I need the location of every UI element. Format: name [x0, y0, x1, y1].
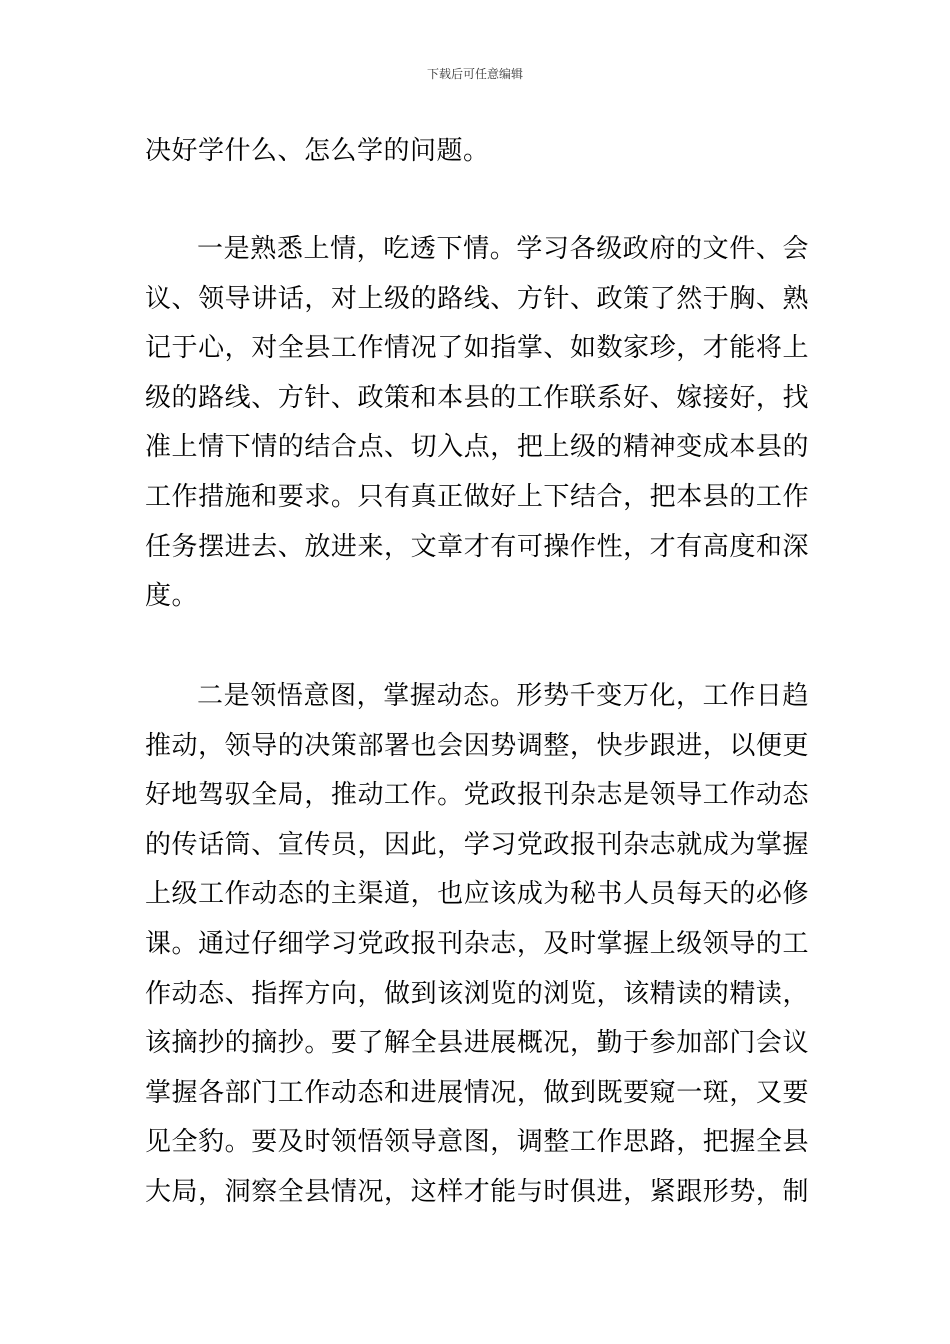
text-line: 上级工作动态的主渠道，也应该成为秘书人员每天的必修 — [145, 879, 809, 910]
text-line: 掌握各部门工作动态和进展情况，做到既要窥一斑，又要 — [145, 1077, 809, 1108]
paragraph-familiarize — [145, 225, 809, 622]
text-line: 任务摆进去、放进来，文章才有可操作性，才有高度和深 — [145, 531, 809, 562]
page-header: 下载后可任意编辑 — [426, 67, 523, 81]
text-line: 见全豹。要及时领悟领导意图，调整工作思路，把握全县 — [145, 1127, 809, 1158]
text-line: 二是领悟意图，掌握动态。形势千变万化，工作日趋 — [197, 681, 809, 711]
text-line: 大局，洞察全县情况，这样才能与时俱进，紧跟形势，制 — [145, 1176, 809, 1207]
text-line: 议、领导讲话，对上级的路线、方针、政策了然于胸、熟 — [145, 283, 809, 314]
text-line: 一是熟悉上情，吃透下情。学习各级政府的文件、会 — [197, 234, 809, 264]
paragraph-understand — [145, 672, 809, 1218]
text-line: 记于心，对全县工作情况了如指掌、如数家珍，才能将上 — [145, 333, 809, 364]
text-line: 工作措施和要求。只有真正做好上下结合，把本县的工作 — [145, 481, 809, 512]
text-line: 课。通过仔细学习党政报刊杂志，及时掌握上级领导的工 — [145, 928, 809, 959]
text-line: 的传话筒、宣传员，因此，学习党政报刊杂志就成为掌握 — [145, 829, 809, 860]
text-line: 决好学什么、怎么学的问题。 — [145, 136, 490, 166]
paragraph-continuation — [145, 127, 809, 177]
text-line: 级的路线、方针、政策和本县的工作联系好、嫁接好，找 — [145, 382, 809, 413]
text-line: 准上情下情的结合点、切入点，把上级的精神变成本县的 — [145, 432, 809, 463]
text-line: 好地驾驭全局，推动工作。党政报刊杂志是领导工作动态 — [145, 780, 809, 811]
text-line: 推动，领导的决策部署也会因势调整，快步跟进，以便更 — [145, 730, 809, 761]
text-line: 作动态、指挥方向，做到该浏览的浏览，该精读的精读， — [145, 978, 809, 1009]
text-line: 度。 — [145, 581, 199, 612]
text-line: 该摘抄的摘抄。要了解全县进展概况，勤于参加部门会议 — [145, 1028, 809, 1059]
